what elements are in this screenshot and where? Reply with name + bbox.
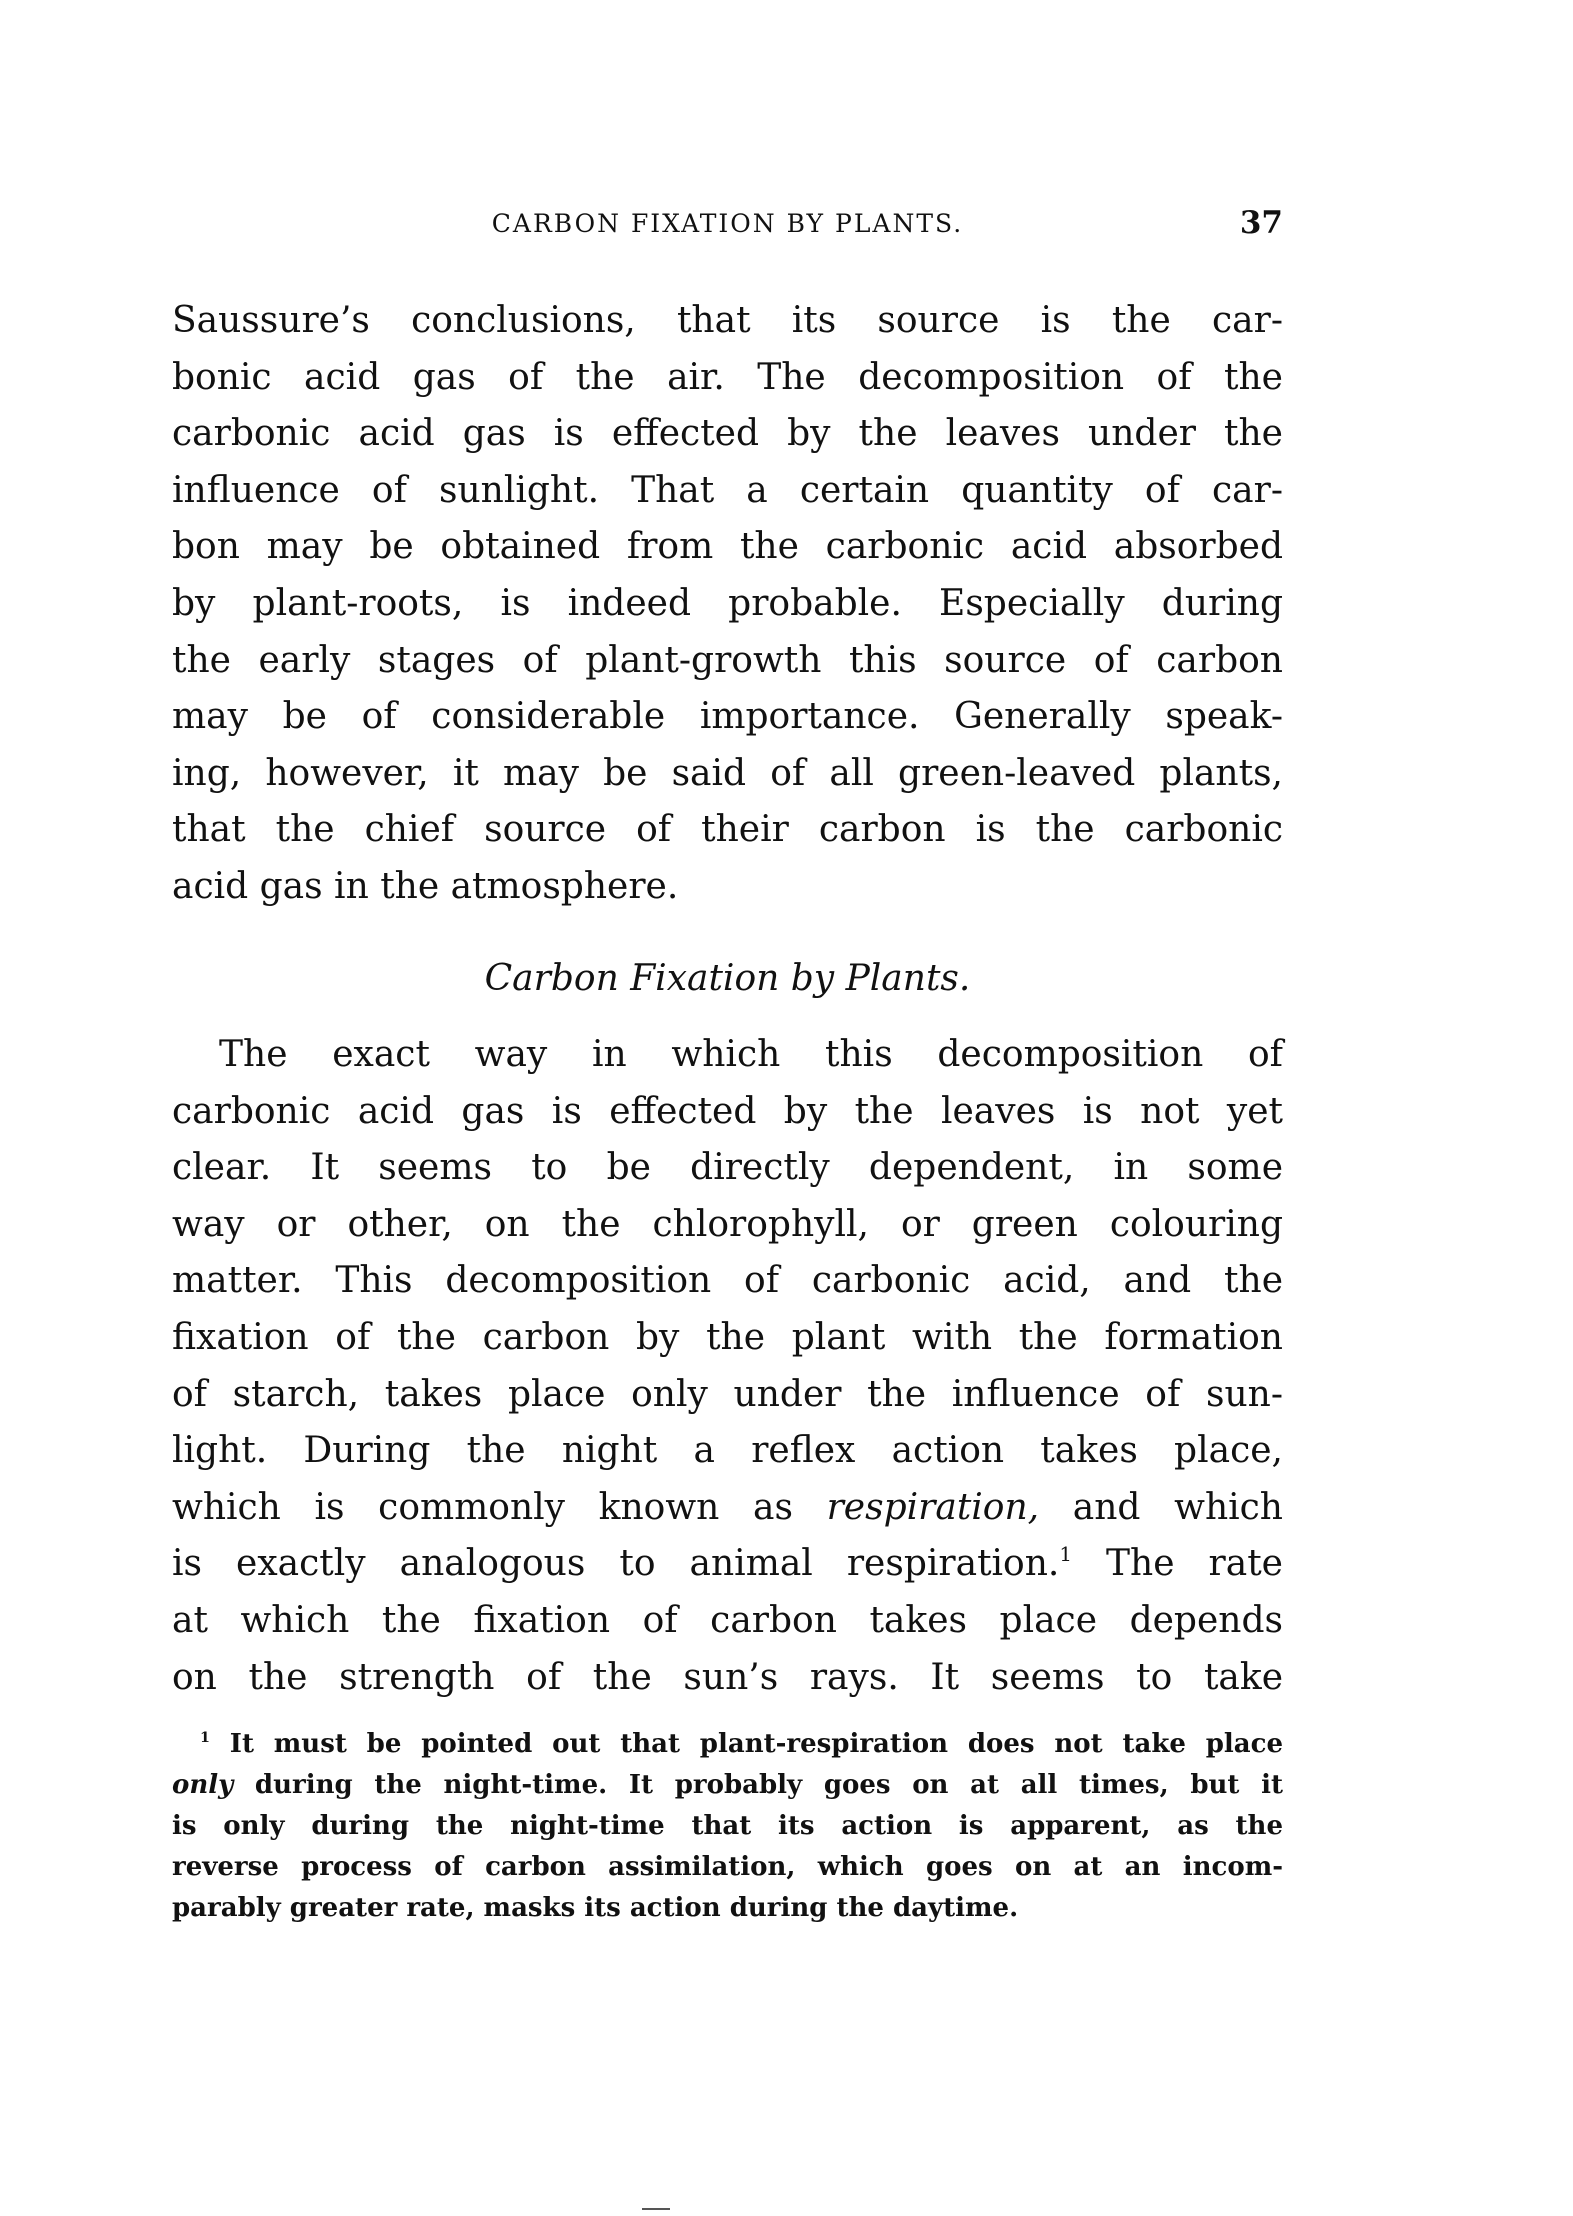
text-line — [172, 1806, 1283, 1847]
text-segment: bon may be obtained from the carbonic acid absorbed — [172, 526, 1283, 568]
text-segment: is exactly analogous to animal respiration. — [172, 1543, 1060, 1585]
text-segment: bonic acid gas of the air. The decomposition of the — [172, 356, 1283, 398]
text-line — [172, 1724, 1283, 1765]
scan-smudge — [642, 2208, 670, 2210]
text-line — [172, 633, 1283, 690]
text-segment: by plant-roots, is indeed probable. Especially during — [172, 582, 1283, 624]
italic-text: respiration, — [826, 1486, 1040, 1528]
footnote — [172, 1724, 1283, 1929]
running-title: CARBON FIXATION BY PLANTS. — [491, 209, 964, 238]
text-line — [172, 1536, 1283, 1593]
page-number: 37 — [1239, 205, 1283, 241]
paragraph-2 — [172, 1027, 1283, 1706]
text-line — [172, 406, 1283, 463]
text-line — [172, 1593, 1283, 1650]
text-segment: The rate — [1071, 1543, 1283, 1585]
text-line — [172, 1197, 1283, 1254]
text-segment: which is commonly known as — [172, 1486, 827, 1528]
text-segment: reverse process of carbon assimilation, which goes on at an incom- — [172, 1852, 1283, 1882]
text-line — [172, 576, 1283, 633]
text-segment: matter. This decomposition of carbonic acid, and the — [172, 1260, 1283, 1302]
text-line — [172, 1888, 1283, 1929]
text-line — [172, 1253, 1283, 1310]
text-line — [172, 1847, 1283, 1888]
text-line — [172, 1084, 1283, 1141]
text-segment: carbonic acid gas is effected by the leaves is not yet — [172, 1090, 1283, 1132]
footnote-marker: 1 — [200, 1730, 210, 1746]
text-line — [172, 350, 1283, 407]
text-segment: clear. It seems to be directly dependent, in some — [172, 1147, 1283, 1189]
text-segment: light. During the night a reflex action takes place, — [172, 1430, 1283, 1472]
text-segment: Saussure’s conclusions, that its source is the car- — [172, 300, 1283, 341]
text-segment: the early stages of plant-growth this source of carbon — [172, 639, 1283, 681]
text-segment: influence of sunlight. That a certain quantity of car- — [172, 469, 1283, 511]
text-segment: fixation of the carbon by the plant with the formation — [172, 1316, 1283, 1358]
text-line — [172, 1310, 1283, 1367]
text-line — [172, 1027, 1283, 1084]
text-segment: is only during the night-time that its action is apparent, as the — [172, 1811, 1283, 1841]
text-line — [172, 519, 1283, 576]
text-line — [172, 293, 1283, 350]
text-segment: at which the fixation of carbon takes place depends — [172, 1599, 1283, 1641]
text-line — [172, 1423, 1283, 1480]
text-line — [172, 859, 1283, 916]
text-segment: carbonic acid gas is effected by the leaves under the — [172, 413, 1283, 455]
text-line — [172, 1765, 1283, 1806]
italic-text: only — [172, 1770, 234, 1800]
text-segment: of starch, takes place only under the influence of sun- — [172, 1373, 1283, 1415]
text-line — [172, 1367, 1283, 1424]
text-segment: during the night-time. It probably goes on at all times, but it — [233, 1770, 1283, 1800]
text-segment: It must be pointed out that plant-respiration does not take place — [209, 1729, 1283, 1759]
text-segment: ing, however, it may be said of all green-leaved plants, — [172, 752, 1283, 794]
text-segment: that the chief source of their carbon is the carbonic — [172, 809, 1283, 851]
text-line — [172, 802, 1283, 859]
text-line — [172, 1140, 1283, 1197]
text-segment: acid gas in the atmosphere. — [172, 865, 679, 907]
text-segment: way or other, on the chlorophyll, or green colouring — [172, 1203, 1283, 1245]
text-line — [172, 463, 1283, 520]
text-segment: The exact way in which this decomposition of — [219, 1034, 1283, 1075]
text-segment: on the strength of the sun’s rays. It seems to take — [172, 1656, 1283, 1698]
footnote-marker: 1 — [1059, 1543, 1072, 1567]
text-segment: may be of considerable importance. Generally speak- — [172, 696, 1283, 738]
text-segment: parably greater rate, masks its action during the daytime. — [172, 1893, 1019, 1923]
running-header — [172, 205, 1283, 245]
section-heading: Carbon Fixation by Plants. — [484, 958, 971, 999]
text-segment: and which — [1039, 1486, 1283, 1528]
text-line — [172, 1650, 1283, 1707]
text-line — [172, 689, 1283, 746]
text-line — [172, 1480, 1283, 1537]
text-line — [172, 746, 1283, 803]
paragraph-1 — [172, 293, 1283, 916]
